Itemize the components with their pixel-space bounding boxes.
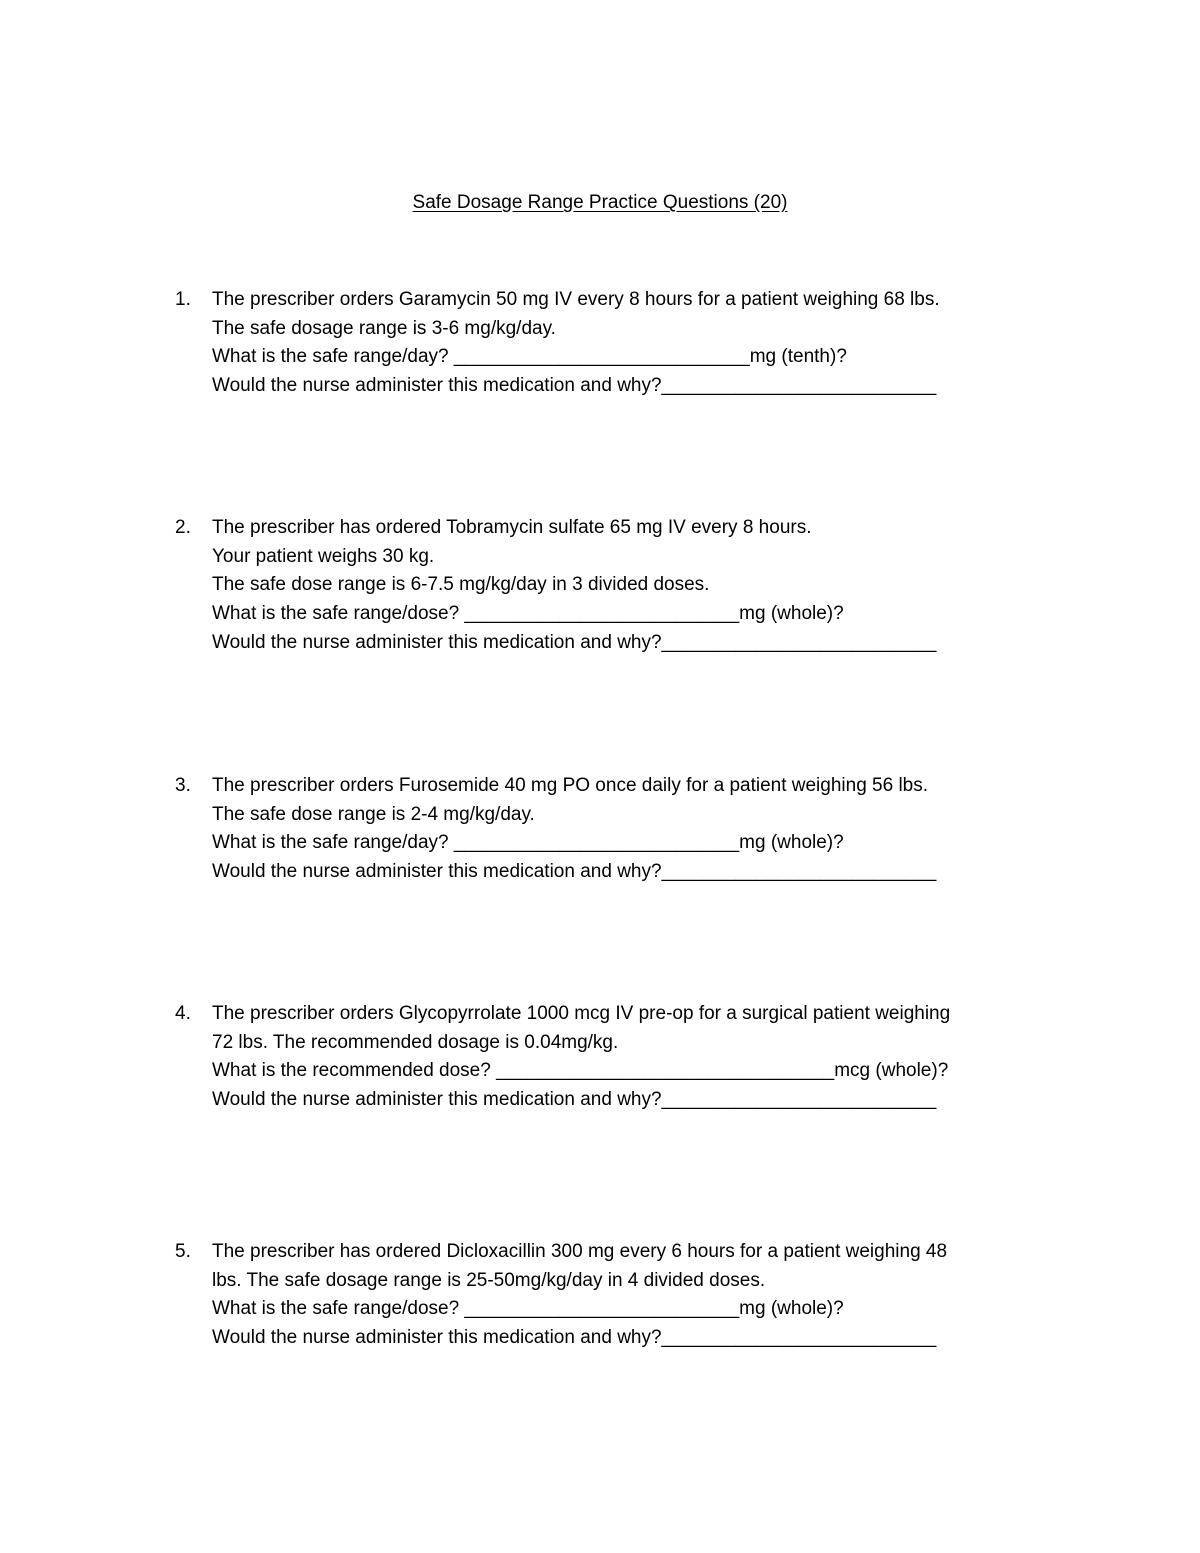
question-text-line: The safe dose range is 6-7.5 mg/kg/day in 3 divided doses. bbox=[212, 574, 710, 596]
question-number: 1. bbox=[175, 289, 191, 310]
question-body bbox=[212, 1000, 1062, 1115]
question-text-line: The prescriber has ordered Dicloxacillin 300 mg every 6 hours for a patient weighing 48 bbox=[212, 1241, 948, 1262]
question-number: 3. bbox=[175, 775, 191, 796]
answer-prompt-range: What is the safe range/dose? __________________________mg (whole)? bbox=[212, 603, 844, 625]
question-1 bbox=[175, 286, 1075, 401]
answer-prompt-administer: Would the nurse administer this medication and why?__________________________ bbox=[212, 1089, 937, 1111]
question-text-line: The safe dosage range is 3-6 mg/kg/day. bbox=[212, 317, 556, 339]
answer-prompt-range: What is the safe range/day? ___________________________mg (whole)? bbox=[212, 832, 844, 854]
question-body bbox=[212, 1238, 1062, 1353]
question-number: 2. bbox=[175, 517, 191, 538]
question-text-line: 72 lbs. The recommended dosage is 0.04mg/kg. bbox=[212, 1031, 619, 1053]
question-body bbox=[212, 514, 1062, 658]
answer-prompt-administer: Would the nurse administer this medication and why?__________________________ bbox=[212, 1327, 937, 1349]
question-number: 4. bbox=[175, 1003, 191, 1024]
question-text-line: The prescriber orders Glycopyrrolate 1000 mcg IV pre-op for a surgical patient weighing bbox=[212, 1003, 951, 1024]
question-body bbox=[212, 772, 1062, 887]
answer-prompt-administer: Would the nurse administer this medication and why?__________________________ bbox=[212, 631, 937, 653]
question-text-line: The safe dose range is 2-4 mg/kg/day. bbox=[212, 803, 535, 825]
question-5 bbox=[175, 1238, 1075, 1353]
question-4 bbox=[175, 1000, 1075, 1115]
question-body bbox=[212, 286, 1062, 401]
answer-prompt-range: What is the safe range/dose? __________________________mg (whole)? bbox=[212, 1298, 844, 1320]
page-title: Safe Dosage Range Practice Questions (20) bbox=[412, 192, 788, 213]
question-text-line: The prescriber has ordered Tobramycin sulfate 65 mg IV every 8 hours. bbox=[212, 517, 812, 538]
question-number: 5. bbox=[175, 1241, 191, 1262]
question-text-line: lbs. The safe dosage range is 25-50mg/kg/day in 4 divided doses. bbox=[212, 1269, 766, 1291]
question-text-line: Your patient weighs 30 kg. bbox=[212, 545, 435, 567]
answer-prompt-range: What is the safe range/day? ____________________________mg (tenth)? bbox=[212, 346, 847, 368]
question-3 bbox=[175, 772, 1075, 887]
answer-prompt-administer: Would the nurse administer this medication and why?__________________________ bbox=[212, 375, 937, 397]
answer-prompt-dose: What is the recommended dose? ________________________________mcg (whole)? bbox=[212, 1060, 949, 1082]
answer-prompt-administer: Would the nurse administer this medication and why?__________________________ bbox=[212, 861, 937, 883]
question-text-line: The prescriber orders Garamycin 50 mg IV every 8 hours for a patient weighing 68 lbs. bbox=[212, 289, 940, 310]
question-text-line: The prescriber orders Furosemide 40 mg PO once daily for a patient weighing 56 lbs. bbox=[212, 775, 929, 796]
question-2 bbox=[175, 514, 1075, 658]
